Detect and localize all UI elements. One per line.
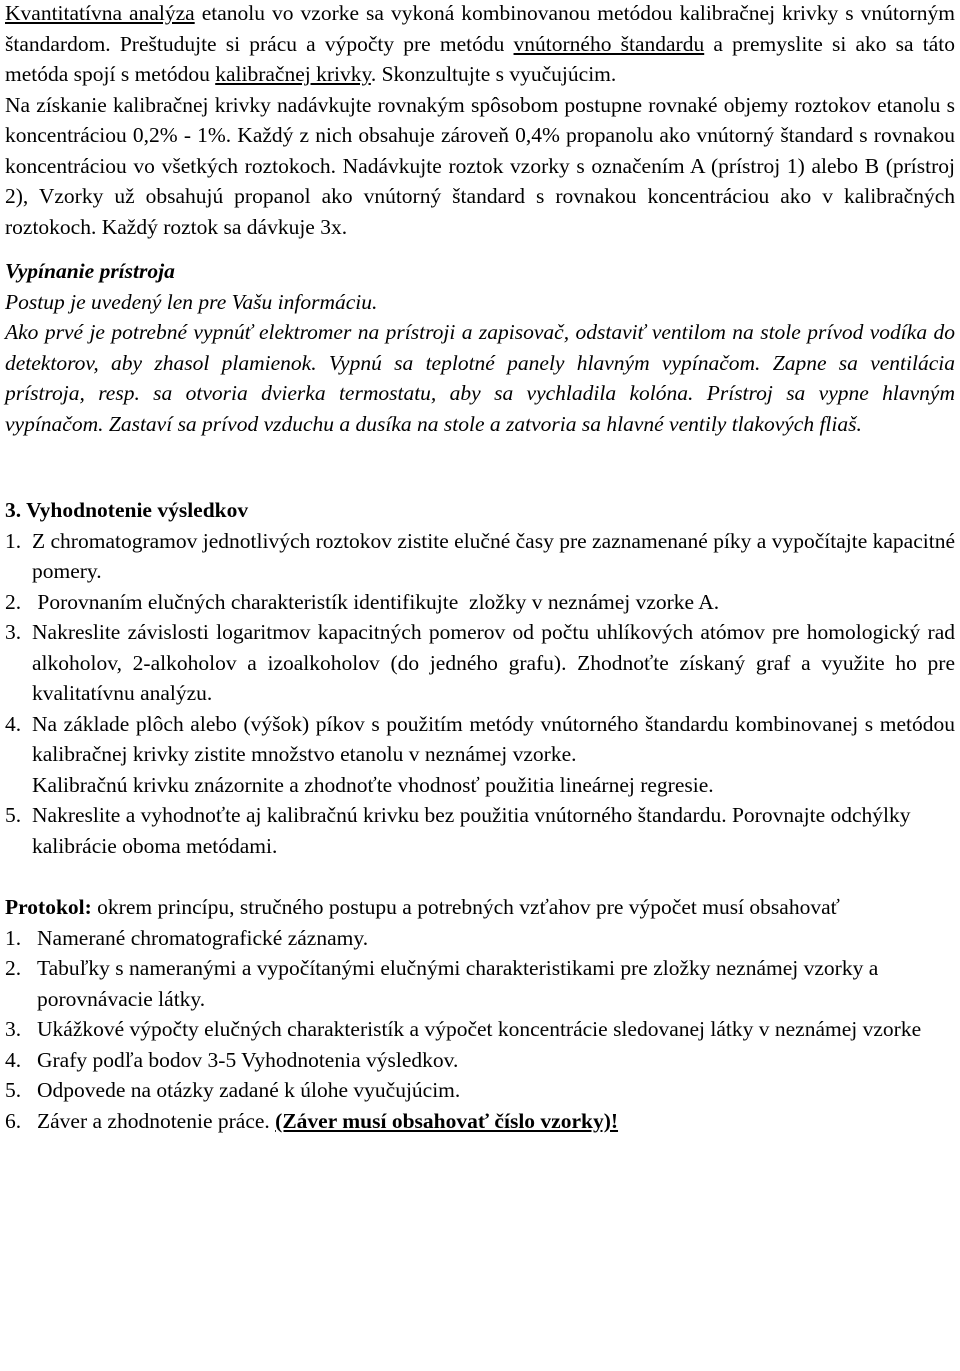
item-text: Záver a zhodnotenie práce. (37, 1108, 276, 1133)
item-number: 1. (5, 528, 22, 553)
item-text: Porovnaním elučných charakteristík identifikujte zložky v neznámej vzorke A. (32, 589, 720, 614)
item-text: Namerané chromatografické záznamy. (37, 925, 369, 950)
evaluation-item (5, 800, 955, 861)
item-text: Ukážkové výpočty elučných charakteristík a výpočet koncentrácie sledovanej látky v neznámej vzorke (37, 1017, 922, 1041)
intro-text-a: etanolu vo vzorke sa vykoná kombinovanou metódou kalibračnej krivky s vnútorným štandardom. Preštudujte si prácu a výpočty pre metódu (5, 1, 955, 56)
intro-paragraph-1 (5, 0, 955, 90)
item-number (5, 770, 32, 801)
protocol-item (5, 1045, 955, 1076)
protocol-list (5, 923, 955, 1137)
document-page (5, 0, 955, 1136)
item-number: 5. (5, 1078, 22, 1102)
evaluation-item (5, 770, 955, 801)
item-number: 4. (5, 1047, 22, 1072)
item-text: Grafy podľa bodov 3-5 Vyhodnotenia výsledkov. (37, 1047, 459, 1072)
term-calibration-curve: kalibračnej krivky (215, 62, 371, 86)
conclusion-warning: (Záver musí obsahovať číslo vzorky)! (275, 1108, 619, 1133)
intro-paragraph-2: Na získanie kalibračnej krivky nadávkujte rovnakým spôsobom postupne rovnaké objemy roztokov etanolu s koncentráciou 0,2% - 1%. Každý z nich obsahuje zároveň 0,4% propanolu ako vnútorný štandard s rovnakou koncentráciou vo všetkých roztokoch. Nadávkujte roztok vzorky s označením A (prístroj 1) alebo B (prístroj 2), Vzorky už obsahujú propanol ako vnútorný štandard s rovnakou koncentráciou ako v kalibračných roztokoch. Každý roztok sa dávkuje 3x. (5, 92, 955, 239)
item-number: 4. (5, 711, 22, 736)
item-text: Z chromatogramov jednotlivých roztokov zistite elučné časy pre zaznamenané píky a vypočítajte kapacitné pomery. (32, 528, 955, 583)
item-number: 2. (5, 589, 22, 614)
evaluation-item (5, 587, 955, 618)
evaluation-item (5, 709, 955, 770)
item-number: 1. (5, 925, 22, 950)
evaluation-item (5, 617, 955, 709)
protocol-label: Protokol: (5, 895, 92, 919)
item-text: Nakreslite závislosti logaritmov kapacitných pomerov od počtu uhlíkových atómov pre homologický rad alkoholov, 2-alkoholov a izoalkoholov (do jedného grafu). Zhodnoťte získaný graf a využite ho pre kvalitatívnu analýzu. (32, 620, 955, 705)
shutdown-heading: Vypínanie prístroja (5, 259, 175, 283)
item-text: Kalibračnú krivku znázornite a zhodnoťte vhodnosť použitia lineárnej regresie. (32, 772, 714, 797)
evaluation-item (5, 526, 955, 587)
term-internal-standard: vnútorného štandardu (513, 31, 705, 56)
item-text: Tabuľky s nameranými a vypočítanými elučnými charakteristikami pre zložky neznámej vzorky a porovnávacie látky. (37, 956, 879, 1011)
protocol-item (5, 923, 955, 954)
item-number: 3. (5, 620, 22, 644)
protocol-item (5, 1014, 955, 1045)
item-number: 5. (5, 803, 22, 827)
item-number: 3. (5, 1017, 22, 1041)
item-text: Na základe plôch alebo (výšok) píkov s použitím metódy vnútorného štandardu kombinovanej s metódou kalibračnej krivky zistite množstvo etanolu v neznámej vzorke. (32, 711, 955, 766)
item-text: Nakreslite a vyhodnoťte aj kalibračnú krivku bez použitia vnútorného štandardu. Porovnajte odchýlky kalibrácie oboma metódami. (32, 803, 911, 858)
shutdown-body: Ako prvé je potrebné vypnúť elektromer na prístroji a zapisovač, odstaviť ventilom na stole prívod vodíka do detektorov, aby zhasol plamienok. Vypnú sa teplotné panely hlavným vypínačom. Zapne sa ventilácia prístroja, resp. sa otvoria dvierka termostatu, aby sa vychladila kolóna. Prístroj sa vypne hlavným vypínačom. Zastaví sa prívod vzduchu a dusíka na stole a zatvoria sa hlavné ventily tlakových fliaš. (5, 320, 955, 436)
evaluation-heading: 3. Vyhodnotenie výsledkov (5, 498, 249, 522)
protocol-item (5, 1106, 955, 1137)
intro-text-c: . Skonzultujte s vyučujúcim. (370, 62, 617, 86)
item-number: 6. (5, 1108, 22, 1133)
protocol-item (5, 953, 955, 1014)
intro-text-b: a premyslite si ako sa táto metóda spojí s metódou (5, 31, 955, 86)
item-number: 2. (5, 956, 22, 980)
term-quantitative-analysis: Kvantitatívna analýza (5, 1, 195, 25)
protocol-item (5, 1075, 955, 1106)
evaluation-list (5, 526, 955, 862)
protocol-intro (5, 892, 955, 923)
item-text: Odpovede na otázky zadané k úlohe vyučujúcim. (37, 1078, 461, 1102)
shutdown-note: Postup je uvedený len pre Vašu informáciu. (5, 289, 378, 314)
protocol-intro-text: okrem princípu, stručného postupu a potrebných vzťahov pre výpočet musí obsahovať (91, 895, 840, 919)
